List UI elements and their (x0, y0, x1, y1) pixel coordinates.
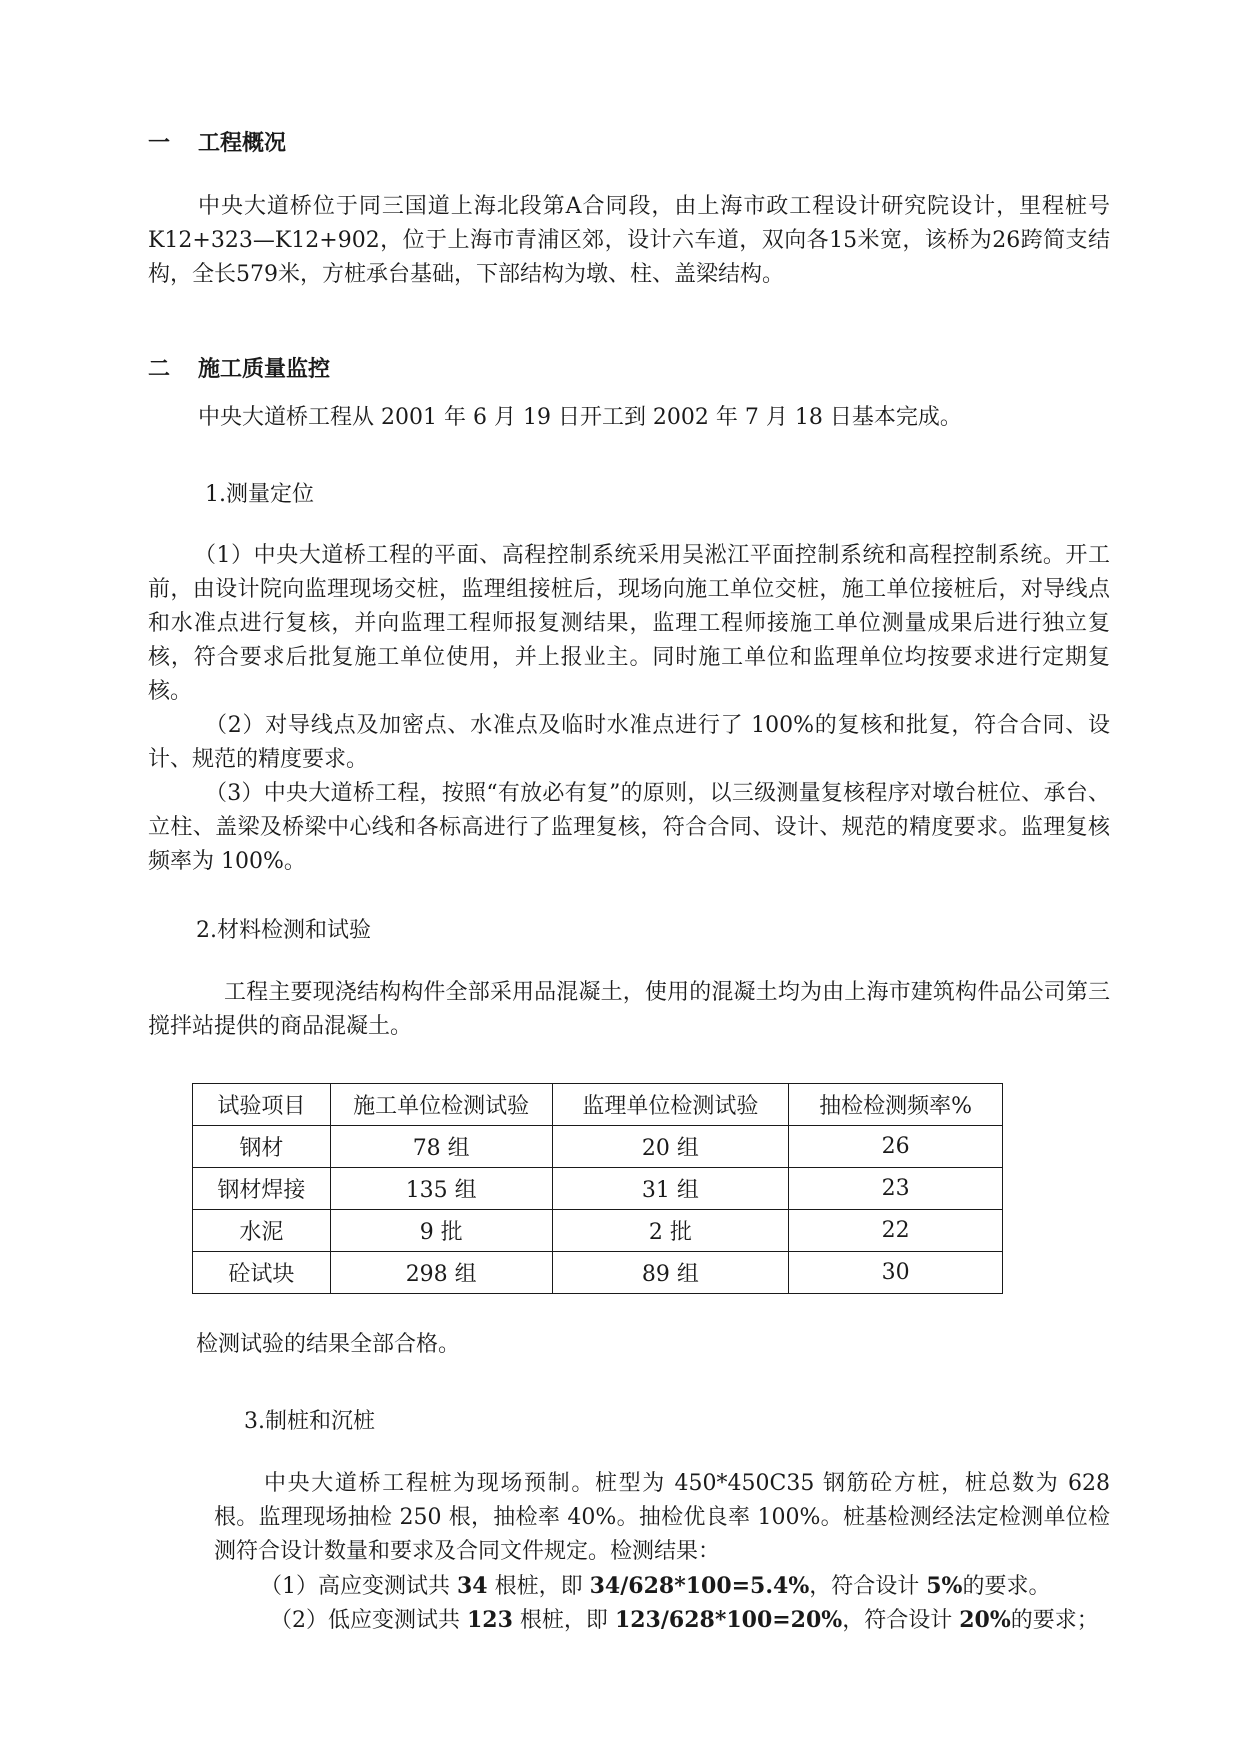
table-row (193, 1168, 1003, 1210)
table-cell: 89 组 (552, 1252, 789, 1294)
table-row (193, 1126, 1003, 1168)
result-value: 34 (457, 1573, 488, 1599)
result-text: 根桩，即 (512, 1608, 615, 1633)
survey-paragraph-3: （3）中央大道桥工程，按照“有放必有复”的原则，以三级测量复核程序对墩台桩位、承台、立柱、盖梁及桥梁中心线和各标高进行了监理复核，符合合同、设计、规范的精度要求。监理复核频率为 100%。 (148, 781, 1110, 874)
table-cell: 31 组 (552, 1168, 789, 1210)
table-cell: 78 组 (330, 1126, 552, 1168)
table-cell: 钢材焊接 (193, 1168, 331, 1210)
survey-paragraph-1: （1）中央大道桥工程的平面、高程控制系统采用吴淞江平面控制系统和高程控制系统。开工前，由设计院向监理现场交桩，监理组接桩后，现场向施工单位交桩，施工单位接桩后，对导线点和水准点进行复核，并向监理工程师报复测结果，监理工程师接施工单位测量成果后进行独立复核，符合要求后批复施工单位使用，并上报业主。同时施工单位和监理单位均按要求进行定期复核。 (148, 543, 1110, 704)
result-value: 5% (926, 1573, 963, 1599)
table-cell: 钢材 (193, 1126, 331, 1168)
result-formula: 123/628*100=20% (614, 1607, 843, 1633)
result-text: 的要求； (1010, 1608, 1099, 1633)
table-row (193, 1210, 1003, 1252)
result-value: 123 (467, 1607, 513, 1633)
table-header-cell: 抽检检测频率% (789, 1084, 1003, 1126)
table-cell: 20 组 (552, 1126, 789, 1168)
result-text: 根桩，即 (487, 1574, 590, 1599)
table-cell: 26 (789, 1126, 1003, 1168)
section-2-intro: 中央大道桥工程从 2001 年 6 月 19 日开工到 2002 年 7 月 18 日基本完成。 (198, 405, 962, 430)
low-strain-test-result (270, 1603, 1099, 1638)
section-2-heading (148, 352, 330, 383)
table-row (193, 1252, 1003, 1294)
table-cell: 水泥 (193, 1210, 331, 1252)
high-strain-test-result (260, 1569, 1050, 1604)
section-2-number: 二 (148, 357, 171, 382)
table-cell: 135 组 (330, 1168, 552, 1210)
materials-paragraph: 工程主要现浇结构构件全部采用品混凝土，使用的混凝土均为由上海市建筑构件品公司第三搅拌站提供的商品混凝土。 (148, 980, 1110, 1039)
result-text: 的要求。 (962, 1574, 1051, 1599)
table-header-cell: 施工单位检测试验 (330, 1084, 552, 1126)
piling-paragraph: 中央大道桥工程桩为现场预制。桩型为 450*450C35 钢筋砼方桩，桩总数为 628 根。监理现场抽检 250 根，抽检率 40%。抽检优良率 100%。桩基检测经法定检测单位检测符合设计数量和要求及合同文件规定。检测结果： (214, 1471, 1110, 1564)
section-1-heading (148, 126, 286, 157)
section-1-title: 工程概况 (198, 131, 287, 156)
table-cell: 22 (789, 1210, 1003, 1252)
result-text: （2）低应变测试共 (270, 1608, 467, 1633)
result-value: 20% (959, 1607, 1011, 1633)
material-test-table (192, 1083, 1003, 1294)
subsection-1-title: 1.测量定位 (205, 482, 314, 507)
table-header-cell: 试验项目 (193, 1084, 331, 1126)
result-text: ，符合设计 (842, 1608, 960, 1633)
subsection-2-title: 2.材料检测和试验 (196, 918, 371, 943)
section-1-paragraph: 中央大道桥位于同三国道上海北段第A合同段，由上海市政工程设计研究院设计，里程桩号K12+323—K12+902，位于上海市青浦区郊，设计六车道，双向各15米宽，该桥为26跨简支结构，全长579米，方桩承台基础，下部结构为墩、柱、盖梁结构。 (148, 194, 1110, 287)
section-1-number: 一 (148, 131, 171, 156)
test-conclusion: 检测试验的结果全部合格。 (196, 1332, 461, 1357)
section-2-title: 施工质量监控 (198, 357, 331, 382)
survey-paragraph-2: （2）对导线点及加密点、水准点及临时水准点进行了 100%的复核和批复，符合合同、设计、规范的精度要求。 (148, 713, 1110, 772)
table-cell: 30 (789, 1252, 1003, 1294)
result-text: ，符合设计 (809, 1574, 927, 1599)
table-header-cell: 监理单位检测试验 (552, 1084, 789, 1126)
table-header-row (193, 1084, 1003, 1126)
table-cell: 298 组 (330, 1252, 552, 1294)
table-cell: 2 批 (552, 1210, 789, 1252)
table-cell: 砼试块 (193, 1252, 331, 1294)
result-formula: 34/628*100=5.4% (589, 1573, 810, 1599)
table-cell: 9 批 (330, 1210, 552, 1252)
result-text: （1）高应变测试共 (260, 1574, 457, 1599)
table-cell: 23 (789, 1168, 1003, 1210)
subsection-3-title: 3.制桩和沉桩 (244, 1409, 375, 1434)
